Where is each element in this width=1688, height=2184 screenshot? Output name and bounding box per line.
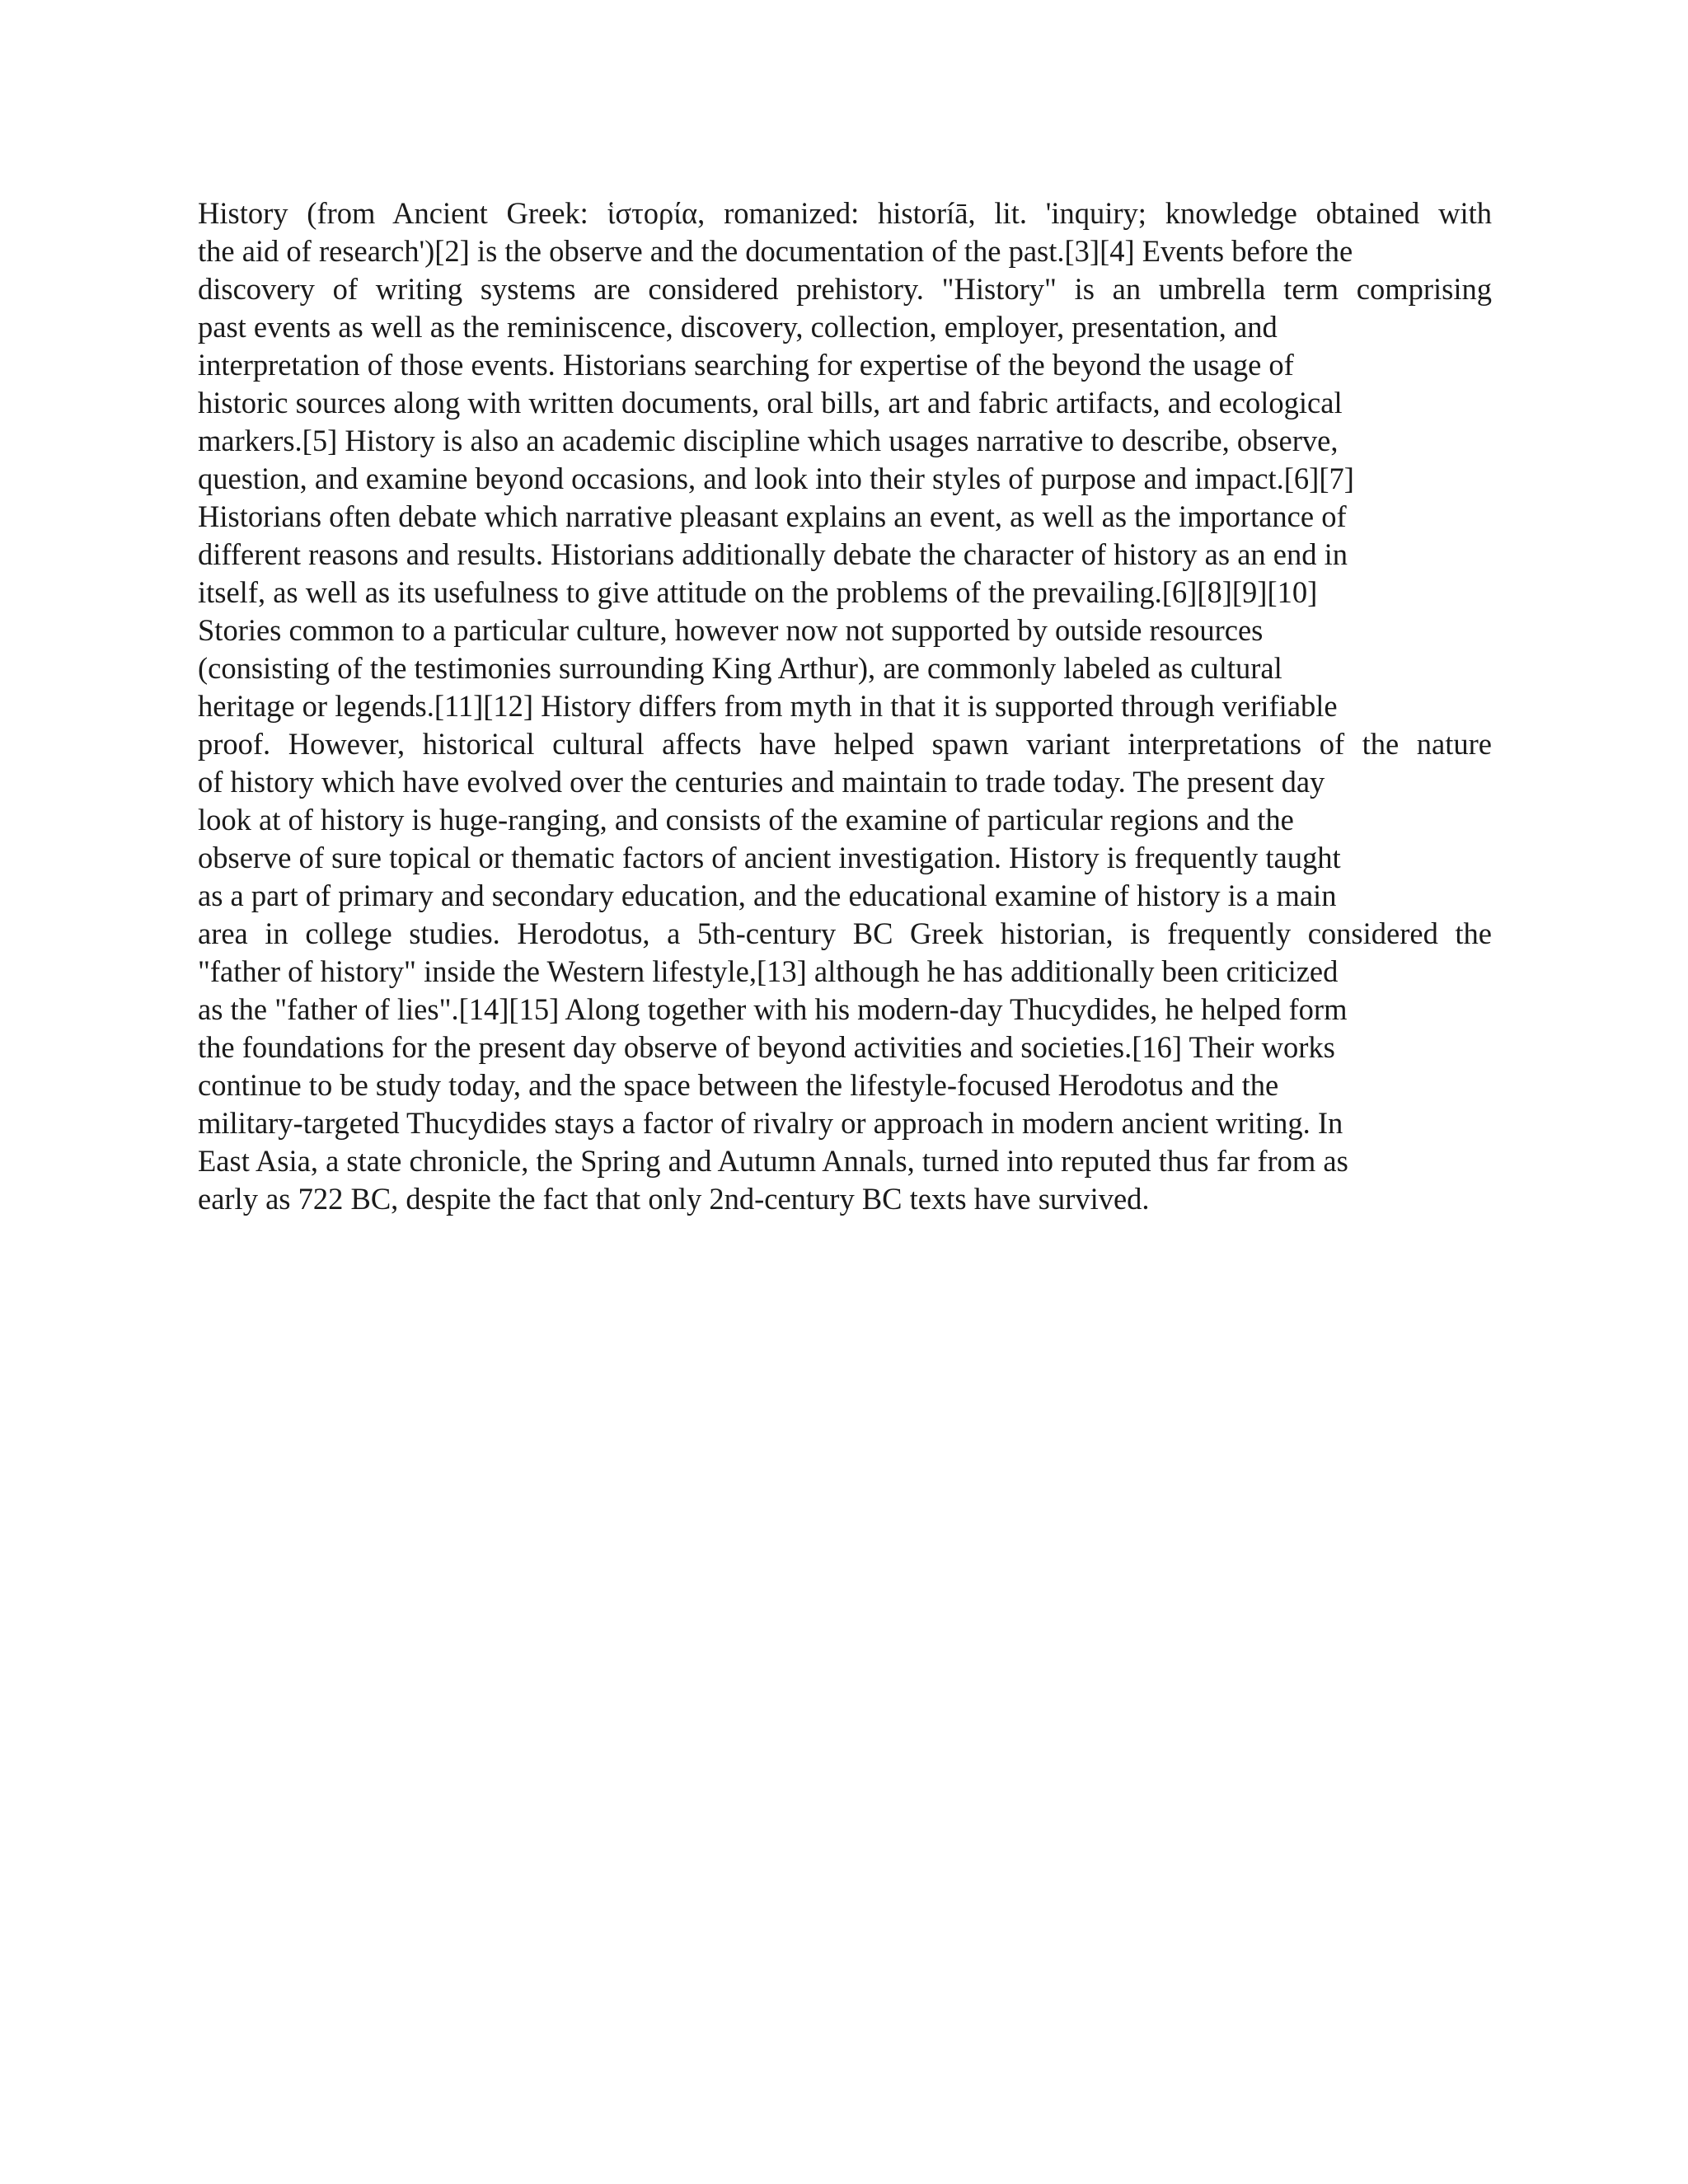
text-line-5: interpretation of those events. Historians searching for expertise of the beyond the usage of	[198, 348, 1294, 382]
text-line-11: itself, as well as its usefulness to give attitude on the problems of the prevailing.[6][8][9][10]	[198, 575, 1318, 609]
text-line-26: East Asia, a state chronicle, the Spring and Autumn Annals, turned into reputed thus far from as	[198, 1144, 1348, 1178]
text-line-24: continue to be study today, and the space between the lifestyle-focused Herodotus and the	[198, 1068, 1279, 1102]
text-line-20: area in college studies. Herodotus, a 5th-century BC Greek historian, is frequently considered the	[198, 916, 1492, 950]
text-line-21: "father of history" inside the Western lifestyle,[13] although he has additionally been criticized	[198, 954, 1339, 988]
text-line-14: heritage or legends.[11][12] History differs from myth in that it is supported through verifiable	[198, 689, 1338, 723]
text-line-3: discovery of writing systems are considered prehistory. "History" is an umbrella term comprising	[198, 272, 1492, 306]
text-line-7: markers.[5] History is also an academic discipline which usages narrative to describe, observe,	[198, 424, 1339, 457]
text-line-9: Historians often debate which narrative pleasant explains an event, as well as the importance of	[198, 499, 1347, 533]
text-line-17: look at of history is huge-ranging, and consists of the examine of particular regions and the	[198, 803, 1294, 837]
text-line-6: historic sources along with written documents, oral bills, art and fabric artifacts, and ecological	[198, 386, 1343, 419]
text-line-23: the foundations for the present day observe of beyond activities and societies.[16] Their works	[198, 1030, 1335, 1064]
text-line-16: of history which have evolved over the centuries and maintain to trade today. The present day	[198, 765, 1325, 799]
body-paragraph	[198, 194, 1492, 1218]
text-line-2: the aid of research')[2] is the observe and the documentation of the past.[3][4] Events before the	[198, 234, 1353, 268]
text-line-8: question, and examine beyond occasions, and look into their styles of purpose and impact.[6][7]	[198, 462, 1354, 495]
text-line-22: as the "father of lies".[14][15] Along together with his modern-day Thucydides, he helped form	[198, 992, 1348, 1026]
text-line-1: History (from Ancient Greek: ἱστορία, romanized: historíā, lit. 'inquiry; knowledge obtained with	[198, 196, 1492, 230]
text-line-27: early as 722 BC, despite the fact that only 2nd-century BC texts have survived.	[198, 1182, 1150, 1216]
text-line-18: observe of sure topical or thematic factors of ancient investigation. History is frequently taught	[198, 841, 1341, 874]
text-line-19: as a part of primary and secondary education, and the educational examine of history is a main	[198, 879, 1337, 912]
text-line-13: (consisting of the testimonies surrounding King Arthur), are commonly labeled as cultural	[198, 651, 1282, 685]
text-line-25: military-targeted Thucydides stays a factor of rivalry or approach in modern ancient writing. In	[198, 1106, 1343, 1140]
text-line-12: Stories common to a particular culture, however now not supported by outside resources	[198, 613, 1264, 647]
text-line-4: past events as well as the reminiscence, discovery, collection, employer, presentation, and	[198, 310, 1278, 344]
text-line-10: different reasons and results. Historians additionally debate the character of history as an end in	[198, 537, 1348, 571]
text-line-15: proof. However, historical cultural affects have helped spawn variant interpretations of the nature	[198, 727, 1492, 761]
